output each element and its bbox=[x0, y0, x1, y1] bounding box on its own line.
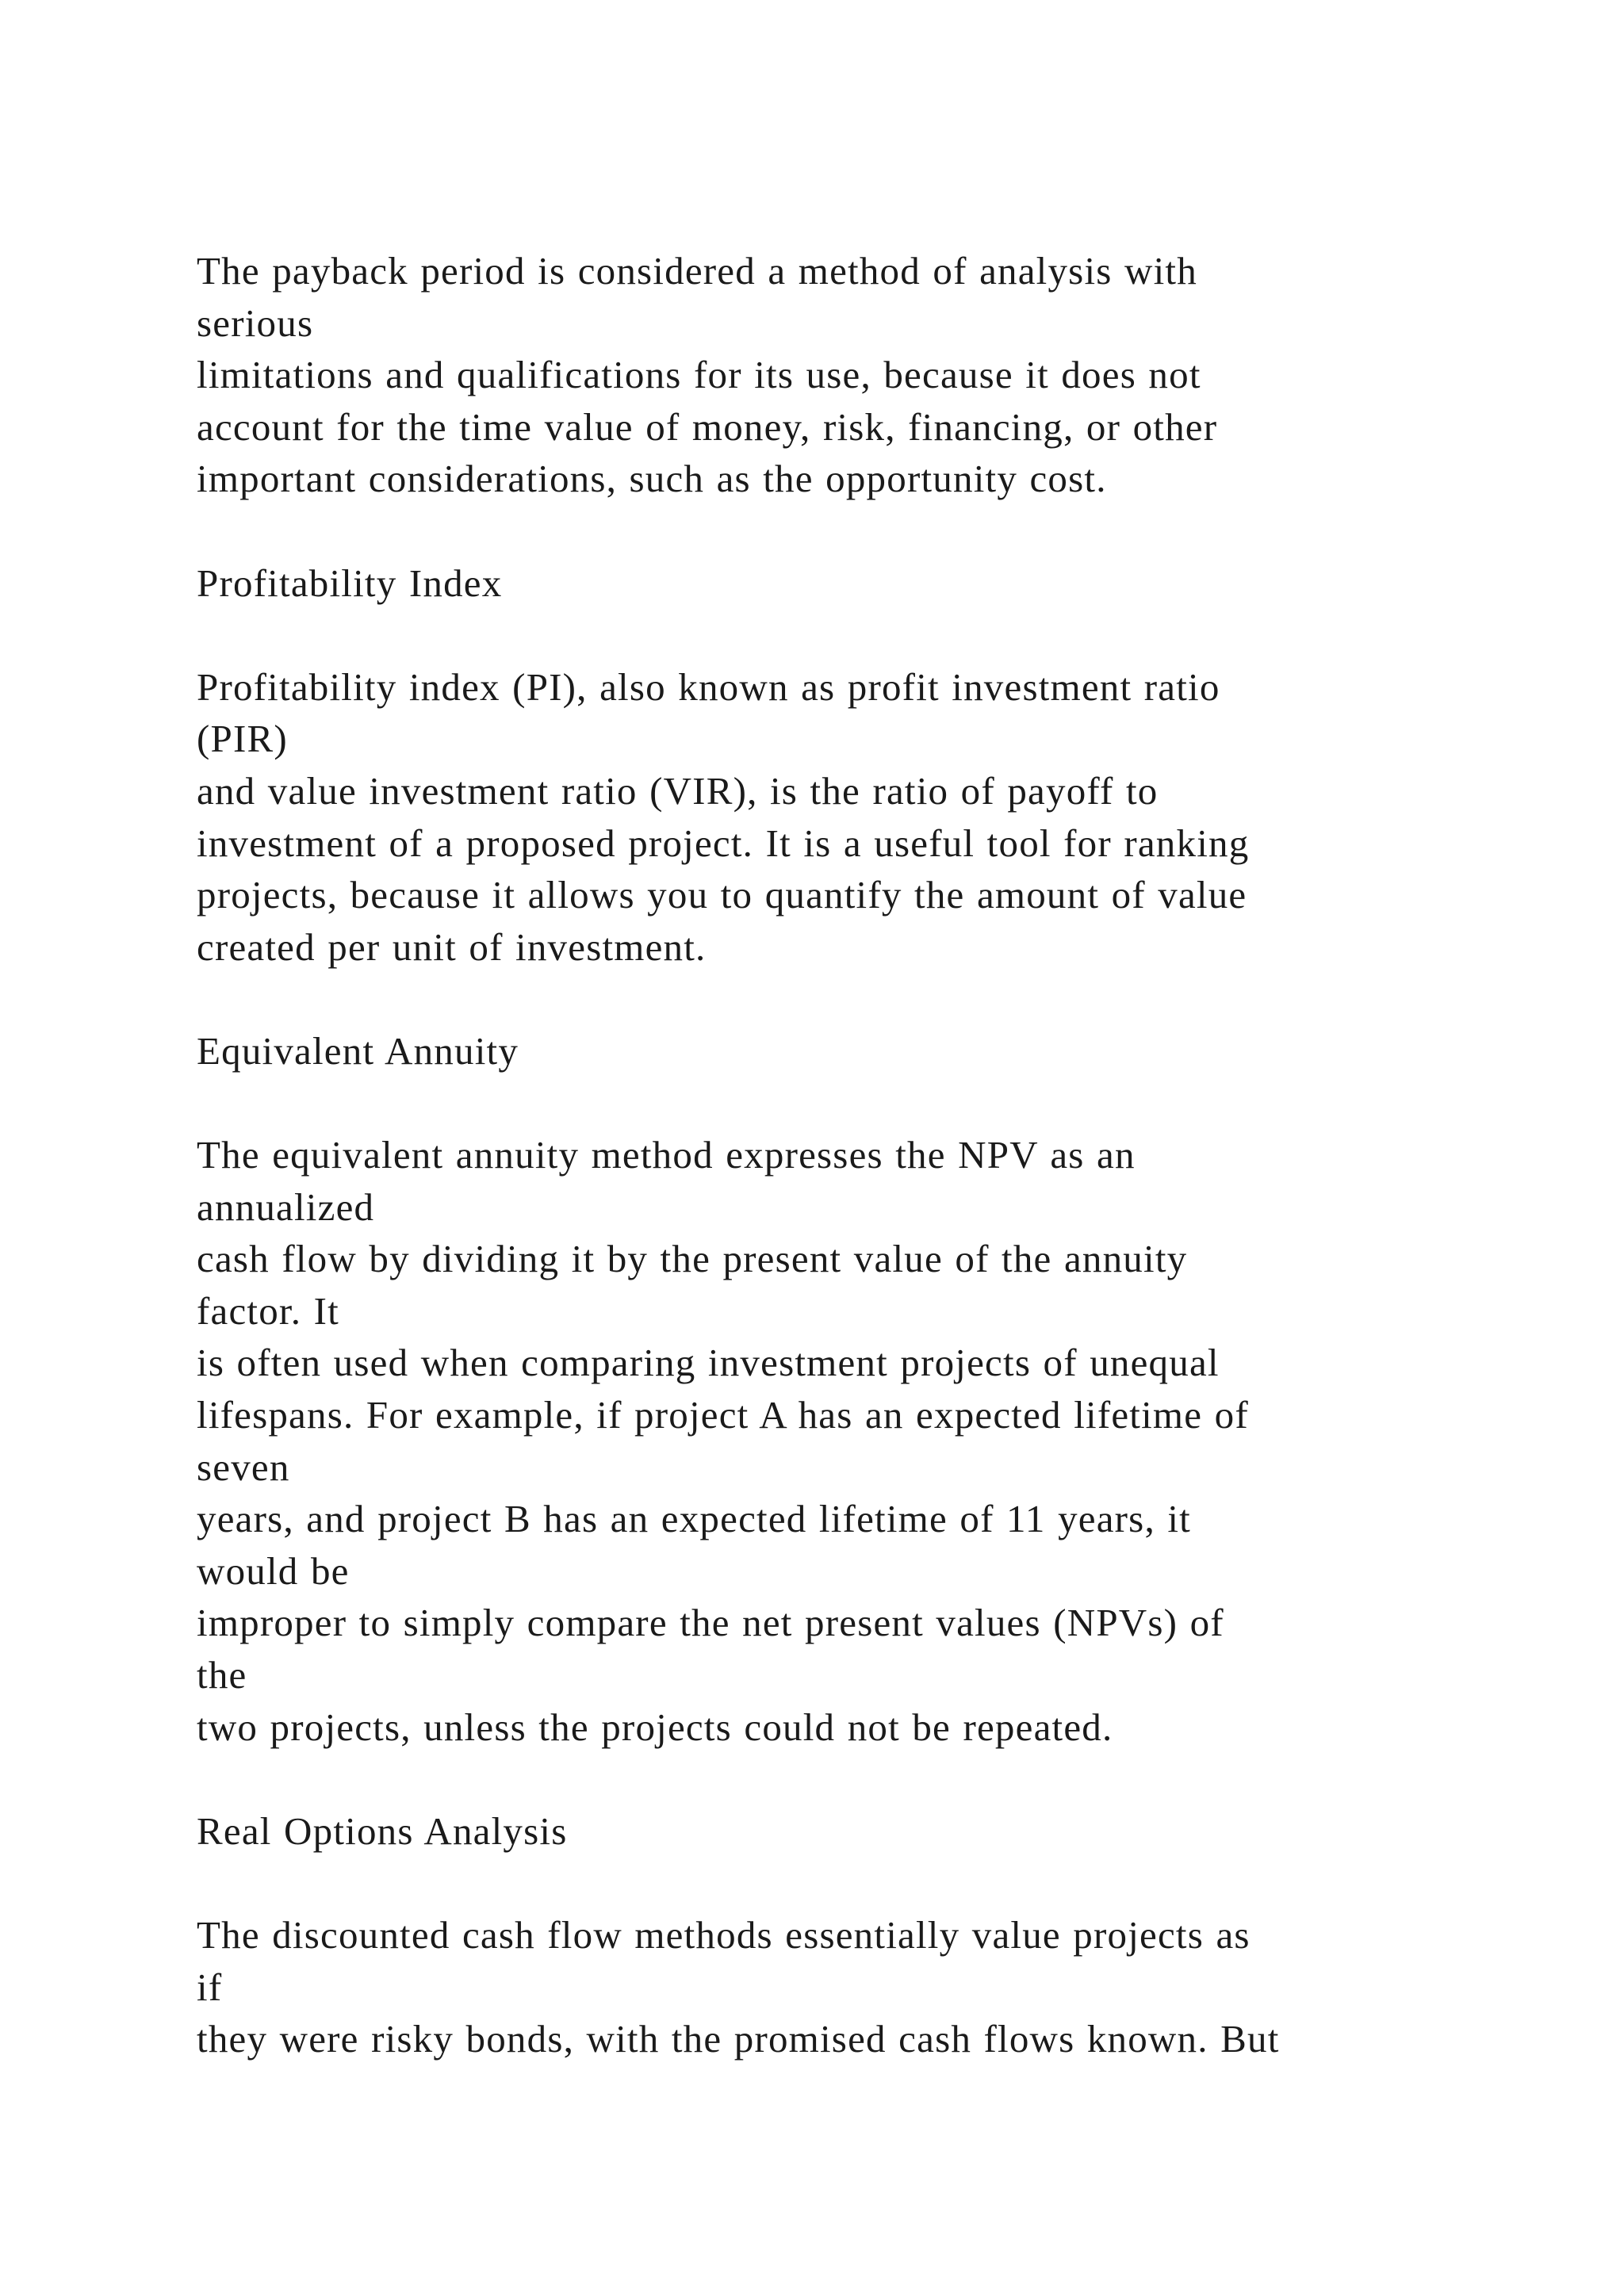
paragraph-spacer bbox=[197, 609, 1608, 661]
text-line: two projects, unless the projects could not be repeated. bbox=[197, 1705, 1113, 1749]
text-line: the bbox=[197, 1653, 247, 1697]
paragraph-profitability-index bbox=[197, 661, 1608, 974]
paragraph-equivalent-annuity bbox=[197, 1129, 1608, 1753]
heading-equivalent-annuity bbox=[197, 1025, 1608, 1077]
text-line: Profitability index (PI), also known as profit investment ratio bbox=[197, 664, 1220, 709]
document-body bbox=[197, 245, 1608, 2065]
text-line: The equivalent annuity method expresses the NPV as an bbox=[197, 1133, 1136, 1177]
text-line: projects, because it allows you to quantify the amount of value bbox=[197, 873, 1247, 917]
paragraph-real-options bbox=[197, 1909, 1608, 2065]
section-heading: Profitability Index bbox=[197, 561, 503, 605]
text-line: lifespans. For example, if project A has an expected lifetime of bbox=[197, 1393, 1249, 1437]
text-line: annualized bbox=[197, 1184, 375, 1229]
heading-real-options-analysis bbox=[197, 1805, 1608, 1858]
text-line: account for the time value of money, risk, financing, or other bbox=[197, 404, 1218, 449]
text-line: limitations and qualifications for its use, because it does not bbox=[197, 353, 1201, 397]
paragraph-spacer bbox=[197, 973, 1608, 1025]
text-line: (PIR) bbox=[197, 717, 288, 761]
text-line: cash flow by dividing it by the present value of the annuity bbox=[197, 1237, 1188, 1281]
section-heading: Equivalent Annuity bbox=[197, 1028, 519, 1073]
text-line: years, and project B has an expected lifetime of 11 years, it bbox=[197, 1497, 1191, 1541]
paragraph-spacer bbox=[197, 1753, 1608, 1805]
text-line: seven bbox=[197, 1445, 290, 1489]
text-line: they were risky bonds, with the promised cash flows known. But bbox=[197, 2017, 1280, 2061]
heading-profitability-index bbox=[197, 557, 1608, 610]
paragraph-spacer bbox=[197, 1857, 1608, 1909]
text-line: The discounted cash flow methods essentially value projects as bbox=[197, 1913, 1251, 1957]
text-line: and value investment ratio (VIR), is the ratio of payoff to bbox=[197, 768, 1159, 813]
text-line: is often used when comparing investment projects of unequal bbox=[197, 1341, 1220, 1385]
paragraph-spacer bbox=[197, 505, 1608, 557]
text-line: important considerations, such as the opportunity cost. bbox=[197, 457, 1107, 501]
section-heading: Real Options Analysis bbox=[197, 1808, 568, 1853]
text-line: serious bbox=[197, 300, 314, 345]
text-line: created per unit of investment. bbox=[197, 924, 707, 969]
text-line: The payback period is considered a method of analysis with bbox=[197, 249, 1197, 293]
text-line: investment of a proposed project. It is a useful tool for ranking bbox=[197, 821, 1250, 865]
text-line: improper to simply compare the net present values (NPVs) of bbox=[197, 1601, 1224, 1645]
paragraph-spacer bbox=[197, 1077, 1608, 1130]
paragraph-payback-limitations bbox=[197, 245, 1608, 505]
text-line: factor. It bbox=[197, 1288, 339, 1333]
text-line: if bbox=[197, 1965, 223, 2009]
text-line: would be bbox=[197, 1548, 350, 1593]
